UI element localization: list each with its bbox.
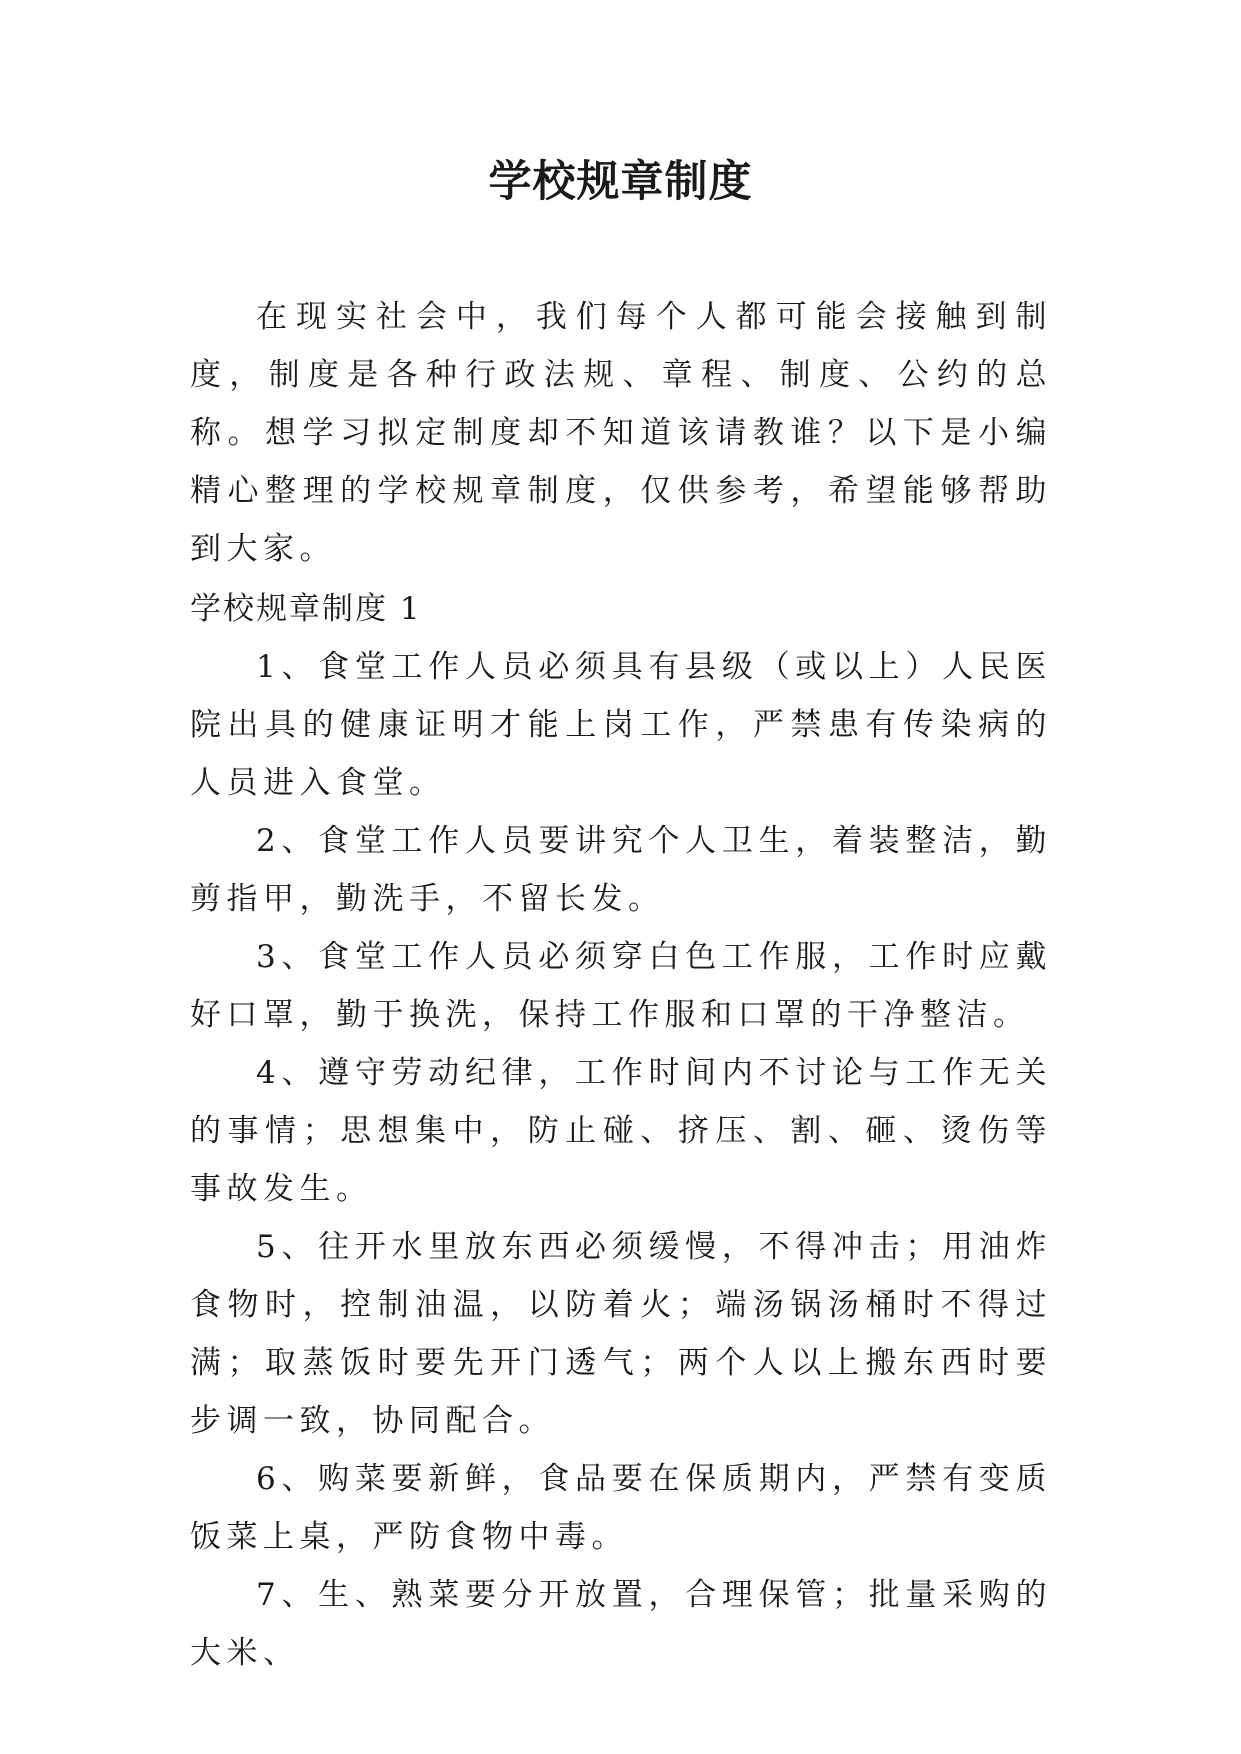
intro-paragraph: 在现实社会中，我们每个人都可能会接触到制度，制度是各种行政法规、章程、制度、公约的总称。想学习拟定制度却不知道该请教谁？以下是小编精心整理的学校规章制度，仅供参考，希望能够帮助到大家。 (190, 299, 1052, 567)
rule-item: 5、往开水里放东西必须缓慢，不得冲击；用油炸食物时，控制油温，以防着火；端汤锅汤桶时不得过满；取蒸饭时要先开门透气；两个人以上搬东西时要步调一致，协同配合。 (190, 1229, 1052, 1439)
rules-list (190, 638, 1052, 1682)
rule-item: 1、食堂工作人员必须具有县级（或以上）人民医院出具的健康证明才能上岗工作，严禁患有传染病的人员进入食堂。 (190, 649, 1052, 801)
rule-item: 4、遵守劳动纪律，工作时间内不讨论与工作无关的事情；思想集中，防止碰、挤压、割、砸、烫伤等事故发生。 (190, 1055, 1052, 1207)
section-heading: 学校规章制度 1 (190, 591, 422, 627)
rule-item: 3、食堂工作人员必须穿白色工作服，工作时应戴好口罩，勤于换洗，保持工作服和口罩的干净整洁。 (190, 939, 1052, 1033)
document-title: 学校规章制度 (488, 157, 753, 207)
rule-item: 2、食堂工作人员要讲究个人卫生，着装整洁，勤剪指甲，勤洗手，不留长发。 (190, 823, 1052, 917)
rule-item: 7、生、熟菜要分开放置，合理保管；批量采购的大米、 (190, 1577, 1052, 1671)
rule-item: 6、购菜要新鲜，食品要在保质期内，严禁有变质饭菜上桌，严防食物中毒。 (190, 1461, 1052, 1555)
